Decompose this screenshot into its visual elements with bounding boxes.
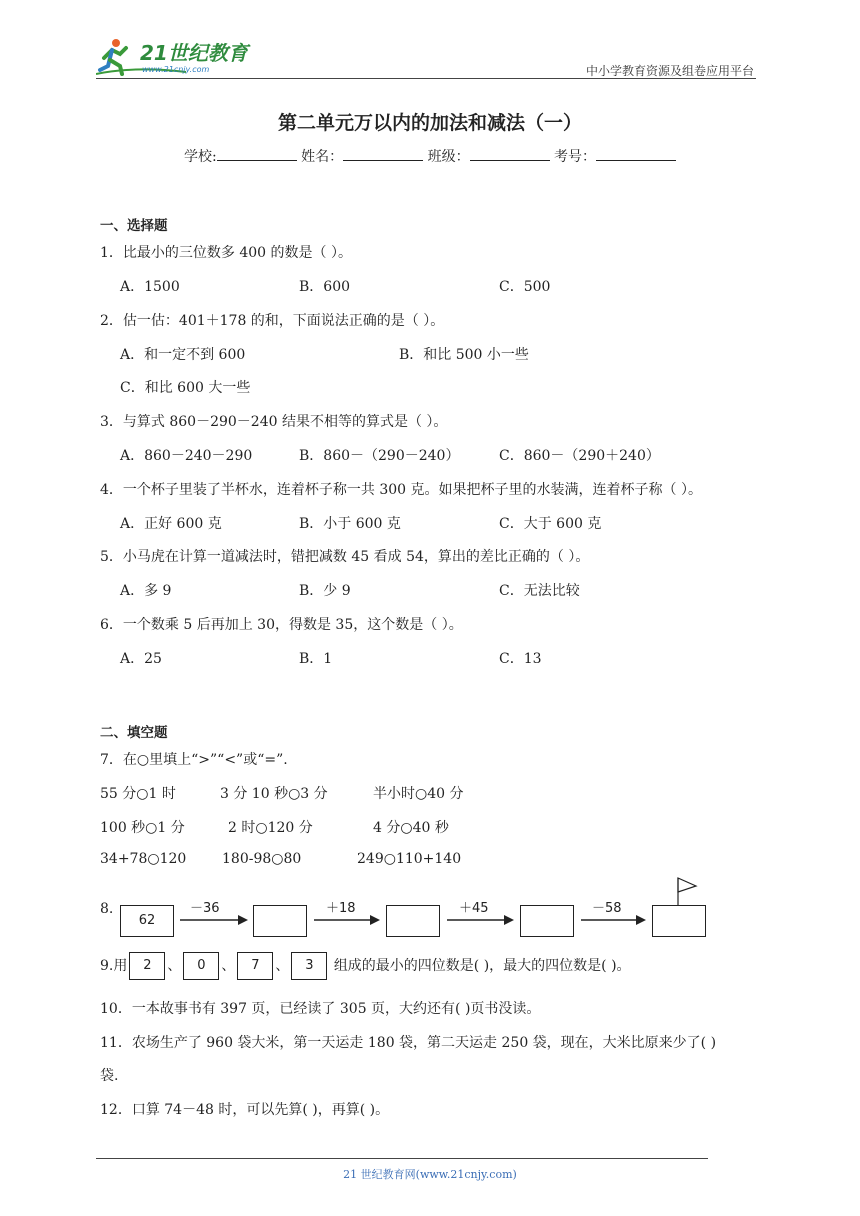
question-4-option-b[interactable]: B．小于 600 克 [299, 516, 401, 532]
question-6-option-a[interactable]: A．25 [120, 651, 162, 667]
name-label: 姓名： [301, 149, 344, 165]
section-heading: 一、选择题 [100, 218, 168, 234]
question-7-stem: 7．在○里填上“>”“<”或“=”. [100, 752, 288, 768]
number-label: 考号： [554, 149, 597, 165]
section-heading: 二、填空题 [100, 725, 168, 741]
compare-item[interactable]: 2 时○120 分 [228, 820, 313, 836]
question-5-option-a[interactable]: A．多 9 [120, 583, 172, 599]
platform-name: 中小学教育资源及组卷应用平台 [585, 64, 754, 78]
question-11-continued: 袋. [100, 1068, 119, 1084]
separator: 、 [275, 958, 290, 974]
compare-item[interactable]: 100 秒○1 分 [100, 820, 185, 836]
class-label: 班级： [427, 149, 470, 165]
compare-item[interactable]: 3 分 10 秒○3 分 [220, 786, 328, 802]
digit-card: 2 [129, 952, 165, 980]
digit-card: 3 [291, 952, 327, 980]
svg-text:www.21cnjy.com: www.21cnjy.com [142, 65, 210, 74]
student-info-line [0, 146, 860, 166]
question-4-option-c[interactable]: C．大于 600 克 [499, 516, 602, 532]
arrow-right-icon [314, 901, 380, 925]
question-9 [100, 950, 631, 982]
chain-start-box: 62 [120, 905, 174, 937]
chain-arrows [0, 870, 860, 950]
question-10: 10．一本故事书有 397 页，已经读了 305 页，大约还有( )页书没读。 [100, 1001, 541, 1017]
question-6-option-b[interactable]: B．1 [299, 651, 333, 667]
question-1-stem: 1．比最小的三位数多 400 的数是（ ）。 [100, 245, 352, 261]
flag-icon [678, 878, 696, 905]
number-blank[interactable] [596, 147, 676, 161]
arrow-right-icon [447, 901, 514, 925]
question-2-stem: 2．估一估：401＋178 的和，下面说法正确的是（ ）。 [100, 313, 445, 329]
runner-logo-icon [96, 36, 271, 76]
question-3-option-c[interactable]: C．860－（290＋240） [499, 448, 660, 464]
logo [96, 36, 271, 76]
question-1-option-a[interactable]: A．1500 [120, 279, 180, 295]
question-6-stem: 6．一个数乘 5 后再加上 30，得数是 35，这个数是（ ）。 [100, 617, 463, 633]
operation-label: ＋18 [326, 901, 356, 916]
svg-text:21世纪教育: 21世纪教育 [140, 41, 248, 65]
compare-item[interactable]: 4 分○40 秒 [373, 820, 449, 836]
footer-text[interactable]: 21 世纪教育网(www.21cnjy.com) [343, 1168, 517, 1181]
question-11: 11．农场生产了 960 袋大米，第一天运走 180 袋，第二天运走 250 袋，现在，大米比原来少了( ) [100, 1035, 717, 1051]
question-12: 12．口算 74－48 时，可以先算( )，再算( )。 [100, 1102, 390, 1118]
question-3-stem: 3．与算式 860－290－240 结果不相等的算式是（ ）。 [100, 414, 448, 430]
question-8-label: 8. [100, 901, 114, 917]
compare-item[interactable]: 34+78○120 [100, 851, 187, 867]
question-3-option-b[interactable]: B．860－（290－240） [299, 448, 460, 464]
footer-divider [96, 1158, 708, 1159]
question-2-option-c[interactable]: C．和比 600 大一些 [120, 380, 251, 396]
page-title: 第二单元万以内的加法和减法（一） [277, 112, 582, 134]
school-label: 学校: [183, 149, 217, 165]
question-4-option-a[interactable]: A．正好 600 克 [120, 516, 222, 532]
arrow-right-icon [180, 901, 248, 925]
question-1-option-c[interactable]: C．500 [499, 279, 551, 295]
question-4-stem: 4．一个杯子里装了半杯水，连着杯子称一共 300 克。如果把杯子里的水装满，连着杯子称（ ）。 [100, 482, 702, 498]
operation-label: －36 [190, 901, 220, 916]
digit-card: 0 [183, 952, 219, 980]
question-9-suffix: 组成的最小的四位数是( )，最大的四位数是( )。 [333, 958, 631, 974]
question-2-option-b[interactable]: B．和比 500 小一些 [399, 347, 529, 363]
question-9-prefix: 9.用 [100, 958, 128, 974]
question-2-option-a[interactable]: A．和一定不到 600 [120, 347, 246, 363]
question-3-option-a[interactable]: A．860－240－290 [120, 448, 253, 464]
question-5-stem: 5．小马虎在计算一道减法时，错把减数 45 看成 54，算出的差比正确的（ ）。 [100, 549, 590, 565]
question-1-option-b[interactable]: B．600 [299, 279, 351, 295]
class-blank[interactable] [470, 147, 550, 161]
arrow-right-icon [581, 901, 646, 925]
compare-item[interactable]: 半小时○40 分 [373, 786, 464, 802]
compare-item[interactable]: 249○110+140 [357, 851, 462, 867]
header-divider [96, 78, 756, 79]
question-5-option-c[interactable]: C．无法比较 [499, 583, 580, 599]
school-blank[interactable] [217, 147, 297, 161]
compare-item[interactable]: 180-98○80 [222, 851, 302, 867]
digit-card: 7 [237, 952, 273, 980]
separator: 、 [167, 958, 182, 974]
compare-item[interactable]: 55 分○1 时 [100, 786, 176, 802]
operation-label: －58 [592, 901, 622, 916]
question-6-option-c[interactable]: C．13 [499, 651, 542, 667]
operation-label: ＋45 [459, 901, 489, 916]
separator: 、 [221, 958, 236, 974]
name-blank[interactable] [343, 147, 423, 161]
question-5-option-b[interactable]: B．少 9 [299, 583, 351, 599]
